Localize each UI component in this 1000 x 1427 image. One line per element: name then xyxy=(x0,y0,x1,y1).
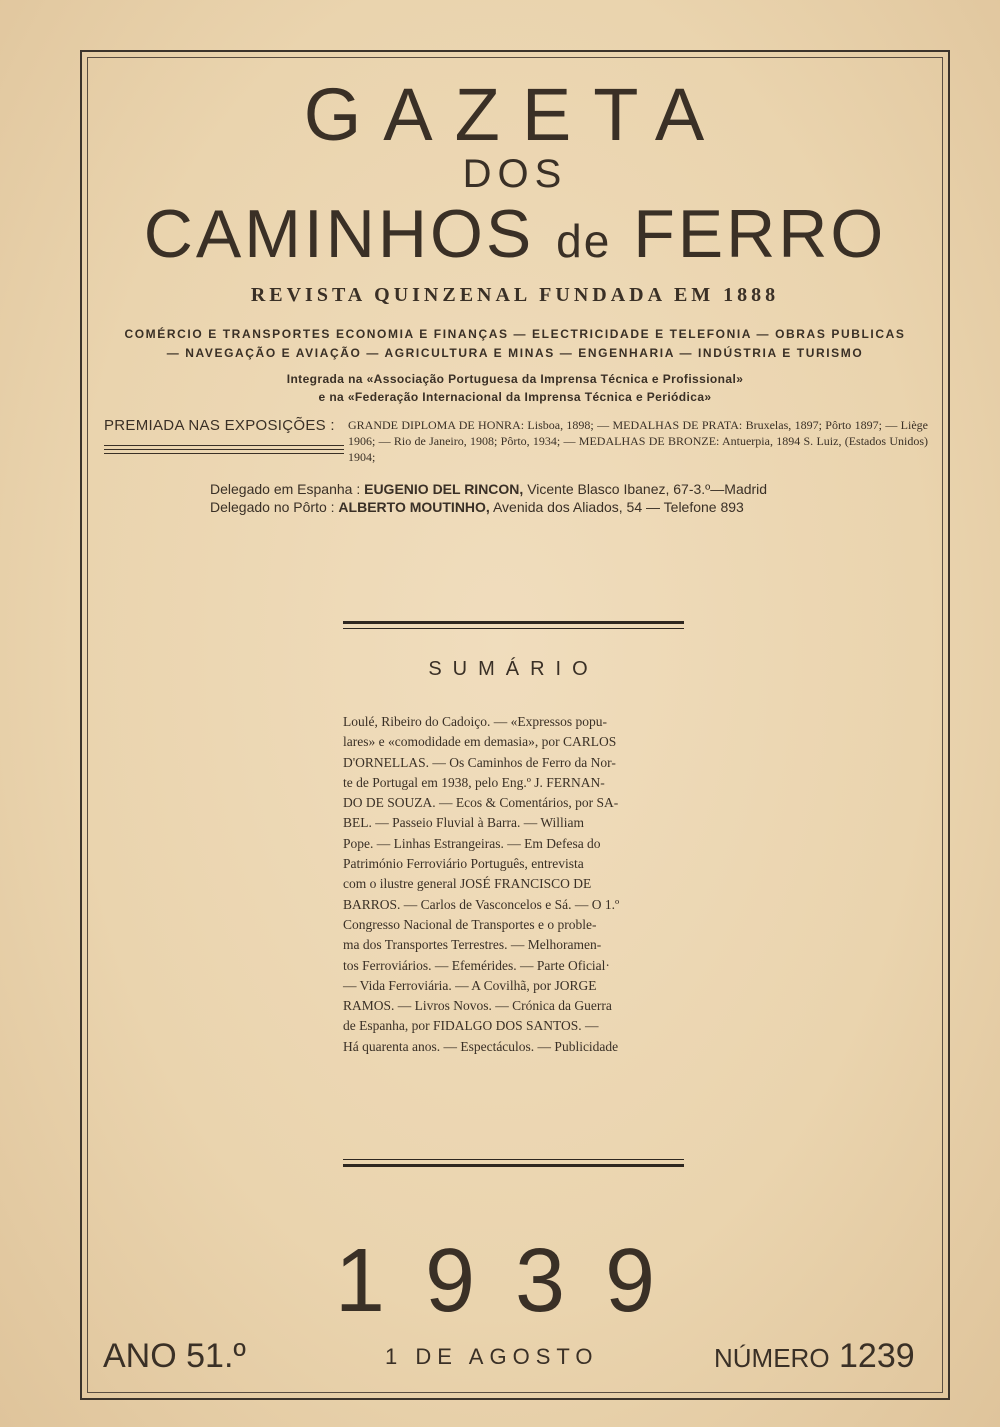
sumario-line: RAMOS. — Livros Novos. — Crónica da Guerra xyxy=(343,998,612,1014)
issue-ano: ANO 51.º xyxy=(103,1337,246,1375)
premiada-text: GRANDE DIPLOMA DE HONRA: Lisboa, 1898; — MEDALHAS DE PRATA: Bruxelas, 1897; Pôrto 1897; — Liège 1906; — Rio de Janeiro, 1908; Pôrto, 1934; — MEDALHAS DE BRONZE: Antuerpia, 1894 S. Luiz, (Estados Unidos) 1904; xyxy=(348,418,928,464)
sumario-line: Congresso Nacional de Transportes e o proble- xyxy=(343,916,597,932)
masthead-subtitle: REVISTA QUINZENAL FUNDADA EM 1888 xyxy=(250,284,780,306)
masthead-ferro-text: FERRO xyxy=(611,196,887,272)
integrada-line-1: Integrada na «Associação Portuguesa da Imprensa Técnica e Profissional» xyxy=(286,372,744,386)
delegado-espanha-name: EUGENIO DEL RINCON, xyxy=(364,481,524,497)
issue-date: 1 DE AGOSTO xyxy=(385,1344,599,1369)
sumario-line: com o ilustre general JOSÉ FRANCISCO DE xyxy=(343,876,592,892)
sumario-line: Património Ferroviário Português, entrevista xyxy=(343,856,584,872)
sumario-title: SUMÁRIO xyxy=(428,658,599,680)
sumario-line: DO DE SOUZA. — Ecos & Comentários, por SA- xyxy=(343,795,619,811)
issue-number-label: NÚMERO xyxy=(714,1343,830,1373)
issue-year: 1939 xyxy=(334,1231,696,1331)
masthead-dos: DOS xyxy=(462,152,568,196)
topics-line-2: — NAVEGAÇÃO E AVIAÇÃO — AGRICULTURA E MINAS — ENGENHARIA — INDÚSTRIA E TURISMO xyxy=(166,346,864,360)
delegados xyxy=(210,480,767,516)
premiada-underline xyxy=(104,445,344,457)
sumario-line: ma dos Transportes Terrestres. — Melhoramen- xyxy=(343,937,602,953)
issue-number-value: 1239 xyxy=(839,1337,915,1375)
sumario-line: — Vida Ferroviária. — A Covilhã, por JORGE xyxy=(343,977,597,993)
sumario-line: Pope. — Linhas Estrangeiras. — Em Defesa do xyxy=(343,835,601,851)
masthead-caminhos-text: CAMINHOS xyxy=(143,196,557,272)
sumario-body xyxy=(343,712,684,1057)
sumario-line: tos Ferroviários. — Efemérides. — Parte Oficial· xyxy=(343,957,610,973)
sumario-line: Loulé, Ribeiro do Cadoiço. — «Expressos popu- xyxy=(343,714,607,729)
sumario-line: D'ORNELLAS. — Os Caminhos de Ferro da Nor- xyxy=(343,754,616,770)
masthead-de-text: de xyxy=(556,215,612,267)
sumario-bottom-rule-thick xyxy=(343,1164,684,1167)
delegado-porto-name: ALBERTO MOUTINHO, xyxy=(338,499,490,515)
sumario-line: BEL. — Passeio Fluvial à Barra. — William xyxy=(343,815,585,831)
sumario-top-rule-thick xyxy=(343,621,684,624)
sumario-line: de Espanha, por FIDALGO DOS SANTOS. — xyxy=(343,1018,599,1034)
masthead-caminhos xyxy=(87,195,943,273)
delegado-espanha xyxy=(210,480,767,498)
topics xyxy=(87,325,943,363)
sumario-line: lares» e «comodidade em demasia», por CARLOS xyxy=(343,734,617,750)
integrada xyxy=(87,370,943,406)
sumario-line: Há quarenta anos. — Espectáculos. — Publicidade xyxy=(343,1038,619,1054)
delegado-porto xyxy=(210,498,767,516)
topics-line-1: COMÉRCIO E TRANSPORTES ECONOMIA E FINANÇAS — ELECTRICIDADE E TELEFONIA — OBRAS PUBLICAS xyxy=(124,327,906,341)
issue-number xyxy=(714,1337,915,1376)
sumario-top-rule-thin xyxy=(343,628,684,629)
masthead-title: GAZETA xyxy=(303,73,727,156)
delegado-porto-prefix: Delegado no Pôrto : xyxy=(210,499,339,515)
delegado-porto-addr: Avenida dos Aliados, 54 — Telefone 893 xyxy=(489,499,744,515)
integrada-line-2: e na «Federação Internacional da Imprensa Técnica e Periódica» xyxy=(318,390,712,404)
delegado-espanha-prefix: Delegado em Espanha : xyxy=(210,481,365,497)
sumario-bottom-rule-thin xyxy=(343,1159,684,1160)
premiada-label: PREMIADA NAS EXPOSIÇÕES : xyxy=(104,417,335,434)
sumario-line: BARROS. — Carlos de Vasconcelos e Sá. — O 1.º xyxy=(343,896,620,912)
delegado-espanha-addr: Vicente Blasco Ibanez, 67-3.º—Madrid xyxy=(523,481,768,497)
sumario-line: te de Portugal em 1938, pelo Eng.º J. FERNAN- xyxy=(343,774,605,790)
